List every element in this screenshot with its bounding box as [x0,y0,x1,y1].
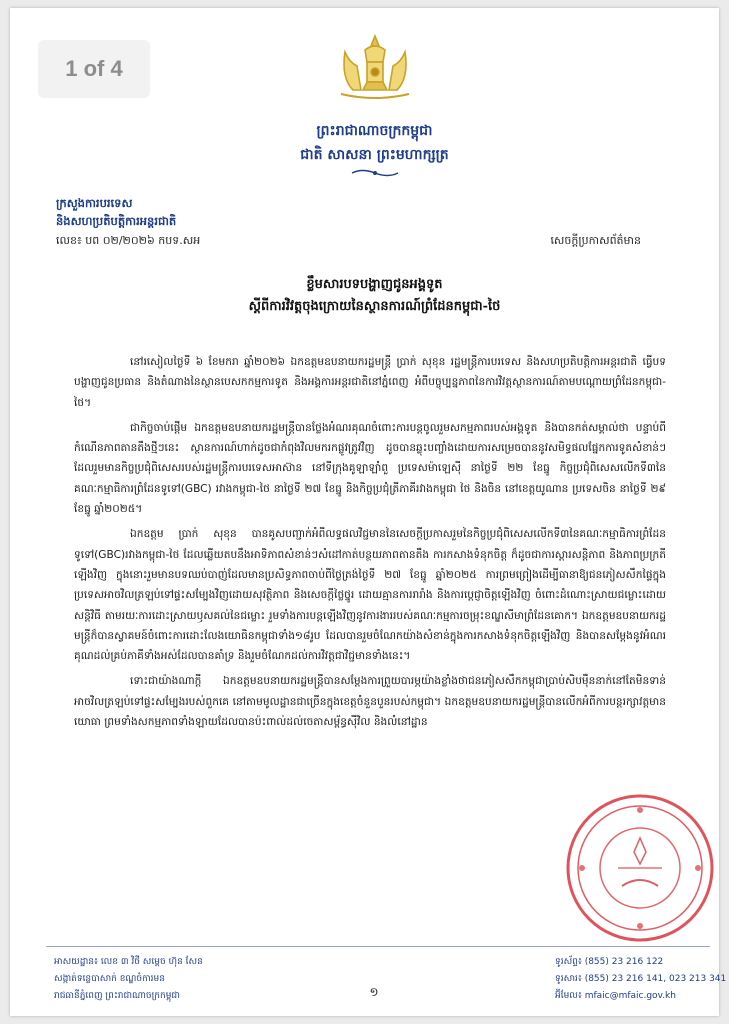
address-label: អាសយដ្ឋាន៖ [54,957,98,967]
title-line: ខ្លឹមសារបទបង្ហាញជូនអង្គទូត [306,277,443,292]
document-body [74,352,666,737]
page-indicator: 1 of 4 [38,40,150,98]
phone-value: (855) 23 216 122 [584,957,664,967]
ornament-divider-icon [350,168,400,178]
contact-email-row [555,988,725,1005]
official-seal-icon [562,790,718,946]
email-value: mfaic@mfaic.gov.kh [584,991,676,1001]
reference-number: លេខ៖ បព ០២/២០២៦ កបទ.សអ [56,234,201,247]
footer-divider [46,946,710,947]
paragraph: នៅរសៀលថ្ងៃទី ៦ ខែមករា ឆ្នាំ២០២៦ ឯកឧត្តមឧបនាយករដ្ឋមន្ត្រី ប្រាក់ សុខុន រដ្ឋមន្ត្រីការបរទេស និងសហប្រតិបត្តិការអន្តរជាតិ ធ្វើបទបង្ហាញជូនប្រធាន និងតំណាងនៃស្ថានបេសកកម្មការទូត និងអង្គការអន្តរជាតិនៅភ្នំពេញ អំពីបច្ចុប្បន្នភាពនៃការវិវត្តស្ថានការណ៍តាមបណ្តោយព្រំដែនកម្ពុជា-ថៃ។ [74,356,666,409]
paragraph: ទោះជាយ៉ាងណាក្តី ឯកឧត្តមឧបនាយករដ្ឋមន្ត្រីបានសម្តែងការព្រួយបារម្ភយ៉ាងខ្លាំងថាជនភៀសសឹកកម្ពុជាប្រាប់សិបម៉ឺននាក់នៅតែមិនទាន់អាចវិលត្រឡប់ទៅផ្ទះសម្បែងរបស់ពួកគេ នៅតាមមូលដ្ឋានជាច្រើនក្នុងខេត្តចំនួនបួនរបស់កម្ពុជា។ ឯកឧត្តមឧបនាយករដ្ឋមន្ត្រីបានលើកអំពីការបន្តរក្សាវត្តមានយោធា ព្រមទាំងសកម្មភាពទាំងឡាយដែលបានប៉ះពាល់ដល់ចេតាសម្ព័ន្ធស៊ីវិល និងលំនៅដ្ឋាន [74,675,666,729]
contact-fax-row [555,971,725,988]
fax-value: (855) 23 216 141, 023 213 341 [584,974,727,984]
kingdom-line: ព្រះរាជាណាចក្រកម្ពុជា [316,123,433,139]
document-title [90,274,659,318]
title-line: ស្តីពីការវិវត្តចុងក្រោយនៃស្ថានការណ៍ព្រំដែនកម្ពុជា-ថៃ [248,299,501,314]
document-type: សេចក្តីប្រកាសព័ត៌មាន [550,234,641,247]
email-label: អ៊ីមែល៖ [555,991,582,1001]
address-line-3: រាជធានីភ្នំពេញ ព្រះរាជាណាចក្រកម្ពុជា [54,991,180,1001]
royal-emblem-icon [327,32,423,102]
fax-label: ទូរសារ៖ [555,974,582,984]
phone-label: ទូរស័ព្ទ៖ [555,957,582,967]
nation-religion-king-line: ជាតិ សាសនា ព្រះមហាក្សត្រ [300,147,449,163]
address-line-1 [54,954,294,971]
footer-address [54,954,294,1005]
ministry-heading [56,194,316,230]
ministry-line: ក្រសួងការបរទេស [56,196,133,210]
paragraph: ជាកិច្ចចាប់ផ្តើម ឯកឧត្តមឧបនាយករដ្ឋមន្ត្រីបានថ្លែងអំណរគុណចំពោះការបន្តចូលរួមសកម្មភាពរបស់អង្គទូត និងបានកត់សម្គាល់ថា បន្ទាប់ពីកំណើនភាពតានតឹងថ្មីៗនេះ ស្ថានការណ៍ហាក់ដូចជាកំពុងវិលមករកផ្លូវត្រូវវិញ ដូចបានឆ្លុះបញ្ចាំងដោយការសម្រេចបាននូវសមិទ្ធផលផ្នែកការទូតសំខាន់ៗ ដែលរួមមានកិច្ចប្រជុំពិសេសរបស់រដ្ឋមន្ត្រីការបរទេសអាស៊ាន នៅទីក្រុងគូឡាឡាំពួ ប្រទេសម៉ាឡេស៊ី នាថ្ងៃទី ២២ ខែធ្នូ កិច្ចប្រជុំពិសេសលើកទី៣នៃគណៈកម្មាធិការព្រំដែនទូទៅ(GBC) រវាងកម្ពុជា-ថៃ នាថ្ងៃទី ២៧ ខែធ្នូ និងកិច្ចប្រជុំត្រីភាគីរវាងកម្ពុជា ថៃ និងចិន នៅខេត្តយូណាន ប្រទេសចិន នាថ្ងៃទី ២៩ ខែធ្នូ ឆ្នាំ២០២៥។ [74,421,666,516]
kingdom-heading [190,119,559,167]
address-text: លេខ ៣ វិថី សម្តេច ហ៊ុន សែន [100,957,203,967]
paragraph: ឯកឧត្តម ប្រាក់ សុខុន បានគូសបញ្ជាក់អំពីលទ្ធផលវិជ្ជមាននៃសេចក្តីប្រកាសរួមនៃកិច្ចប្រជុំពិសេសលើកទី៣នៃគណៈកម្មាធិការព្រំដែនទូទៅ(GBC)រវាងកម្ពុជា-ថៃ ដែលឆ្លើយតបនឹងអាទិភាពសំខាន់ៗសំដៅកាត់បន្ថយភាពតានតឹង ការកសាងទំនុកចិត្ត ក៏ដូចជាការស្តារសន្តិភាព និងភាពប្រក្រតីឡើងវិញ ក្នុងនោះរួមមានបទឈប់បាញ់ដែលមានប្រសិទ្ធភាពចាប់ពីថ្ងៃត្រង់ថ្ងៃទី ២៧ ខែធ្នូ ឆ្នាំ២០២៥ ការព្រមព្រៀងដើម្បីធានាឱ្យជនភៀសសឹកផ្ទៃក្នុងប្រទេសអាចវិលត្រឡប់ទៅផ្ទះសម្បែងវិញដោយសុវត្ថិភាព និងសេចក្តីថ្លៃថ្នូរ ដោយគ្មានការរារាំង និងការប្តេជ្ញាចិត្តឡើងវិញ ចំពោះដំណោះស្រាយជម្លោះដោយសន្តិវិធី តាមរយៈការដោះស្រាយឫសគល់នៃជម្លោះ រួមទាំងការបន្តឡើងវិញនូវការងាររបស់គណៈកម្មការចម្រុះខណ្ឌសីមាព្រំដែនគោក។ ឯកឧត្តមឧបនាយករដ្ឋមន្ត្រីក៏បានស្វាគមន៍ចំពោះការដោះលែងយោធិនកម្ពុជាទាំង១៨រូប ដែលបានរួមចំណែកយ៉ាងសំខាន់ក្នុងការកសាងទំនុកចិត្តឡើងវិញ និងបានសម្តែងនូវអំណរគុណដល់គ្រប់ភាគីទាំងអស់ដែលបានគាំទ្រ និងរួមចំណែកដល់ការវិវត្តជាវិជ្ជមានទាំងនេះ។ [74,528,666,663]
ministry-line: និងសហប្រតិបត្តិការអន្តរជាតិ [56,214,177,228]
document-page [10,8,727,1016]
address-line-2: សង្កាត់ទន្លេបាសាក់ ខណ្ឌចំការមន [54,974,165,984]
page-number: ១ [369,985,379,999]
footer-contact [555,954,725,1005]
contact-phone-row [555,954,725,971]
